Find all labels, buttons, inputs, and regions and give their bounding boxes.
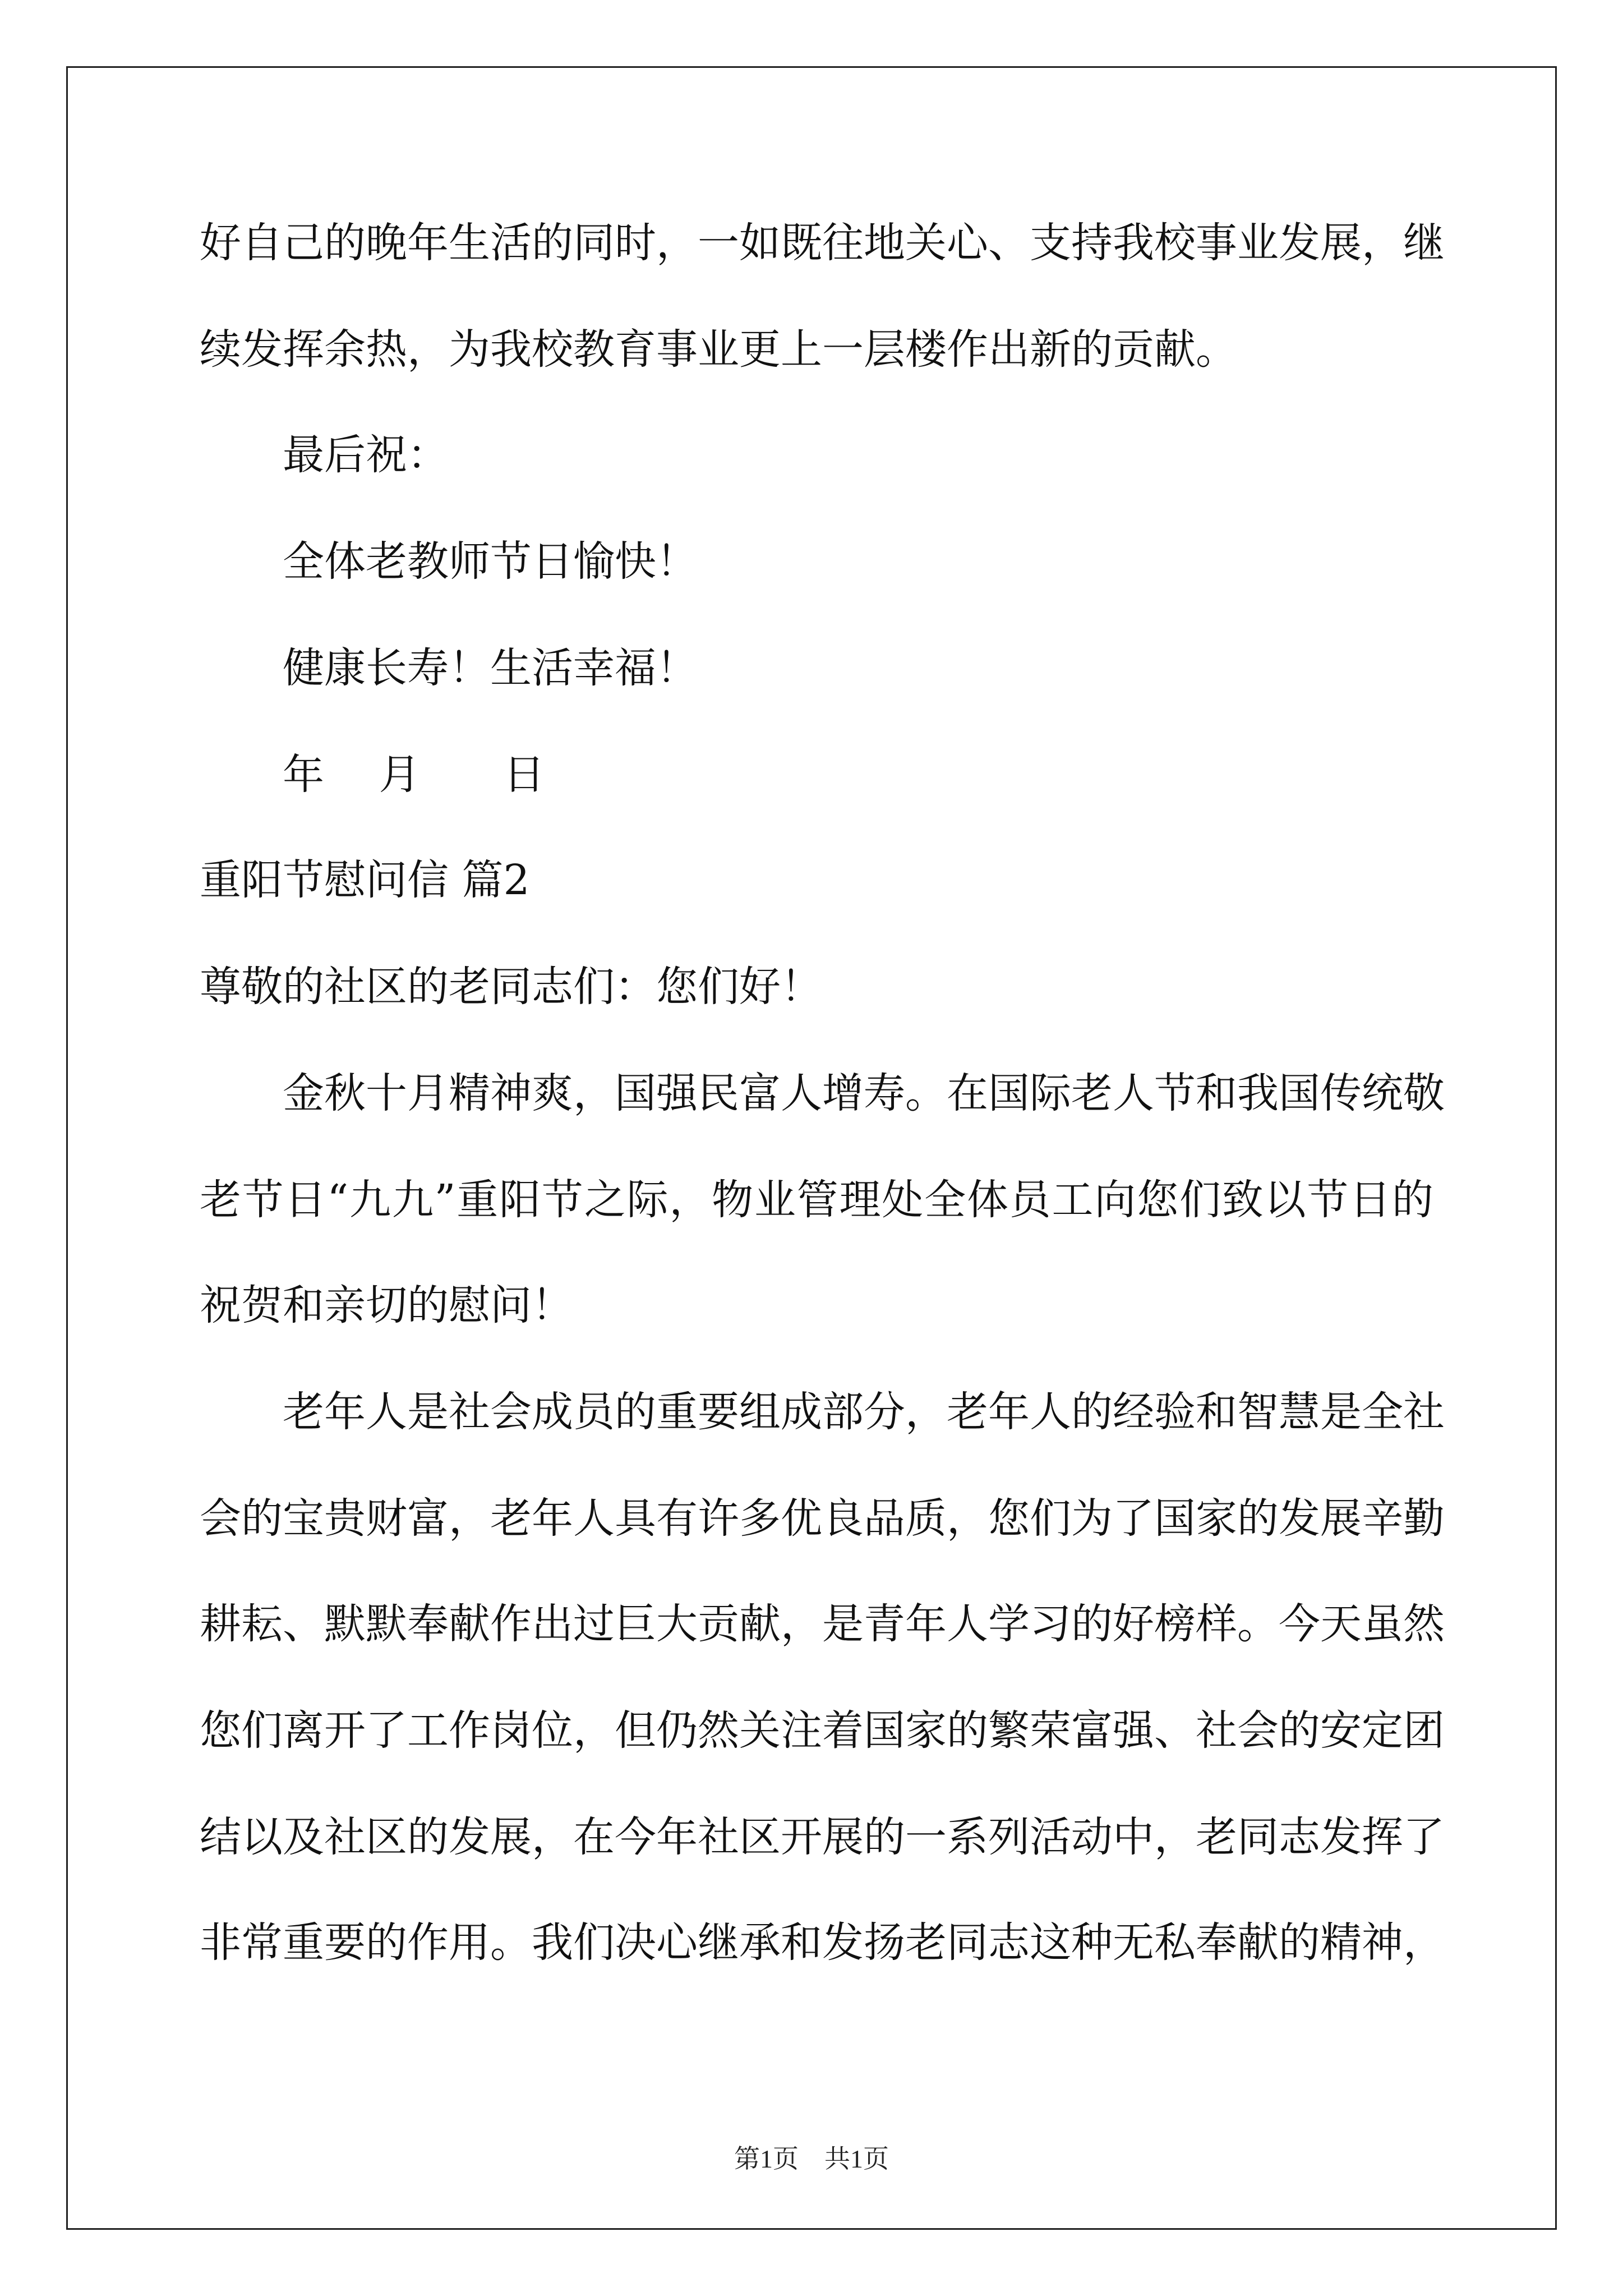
text-line: 健康长寿！生活幸福！ <box>283 644 698 692</box>
text-line: 金秋十月精神爽，国强民富人增寿。在国际老人节和我国传统敬 <box>283 1069 1445 1117</box>
text-line: 祝贺和亲切的慰问！ <box>200 1281 573 1329</box>
text-line: 老节日“九九”重阳节之际，物业管理处全体员工向您们致以节日的 <box>200 1176 1433 1224</box>
date-line: 年 月 日 <box>283 751 545 799</box>
text-line: 会的宝贵财富，老年人具有许多优良品质，您们为了国家的发展辛勤 <box>200 1494 1445 1543</box>
page-border <box>66 66 1557 2230</box>
page-footer: 第1页 共1页 <box>734 2145 889 2173</box>
text-line: 全体老教师节日愉快！ <box>283 537 698 586</box>
text-line: 耕耘、默默奉献作出过巨大贡献，是青年人学习的好榜样。今天虽然 <box>200 1600 1445 1648</box>
salutation: 尊敬的社区的老同志们：您们好！ <box>200 963 822 1011</box>
text-line: 结以及社区的发展，在今年社区开展的一系列活动中，老同志发挥了 <box>200 1813 1445 1861</box>
text-line: 非常重要的作用。我们决心继承和发扬老同志这种无私奉献的精神， <box>200 1918 1445 1967</box>
text-line: 老年人是社会成员的重要组成部分，老年人的经验和智慧是全社 <box>283 1388 1445 1436</box>
text-line: 最后祝： <box>283 431 449 479</box>
text-line: 续发挥余热，为我校教育事业更上一层楼作出新的贡献。 <box>200 325 1237 374</box>
text-line: 您们离开了工作岗位，但仍然关注着国家的繁荣富强、社会的安定团 <box>200 1706 1445 1755</box>
section-title: 重阳节慰问信 篇2 <box>200 856 530 904</box>
text-line: 好自己的晚年生活的同时，一如既往地关心、支持我校事业发展，继 <box>200 219 1445 267</box>
